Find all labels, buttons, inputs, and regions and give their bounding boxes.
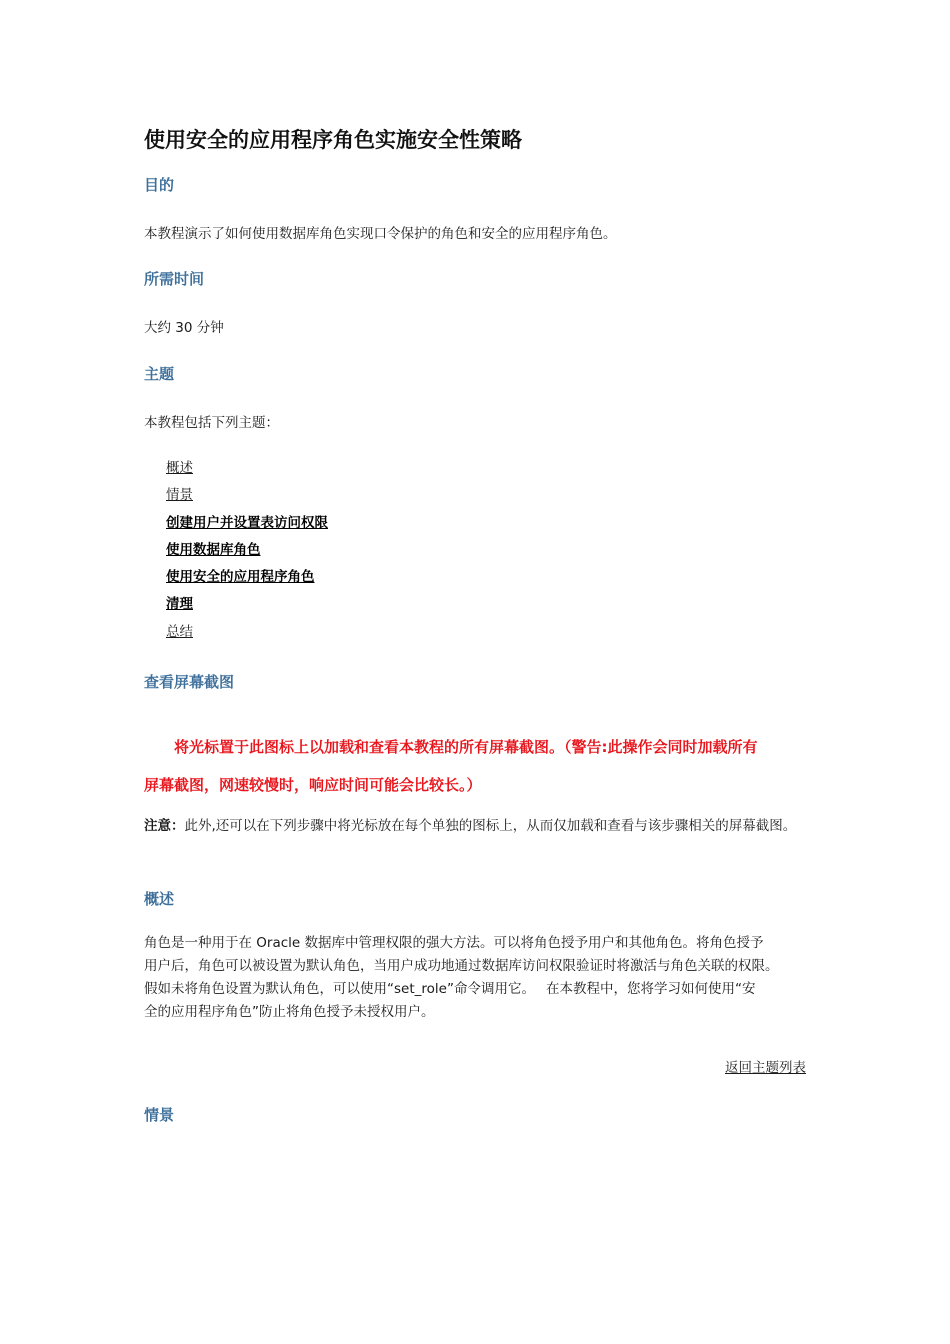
list-item <box>166 458 328 485</box>
note-paragraph <box>144 814 808 838</box>
topic-link-create-users[interactable]: 创建用户并设置表访问权限 <box>166 514 328 531</box>
topics-intro: 本教程包括下列主题： <box>144 415 279 431</box>
list-item <box>166 513 328 540</box>
list-item <box>166 540 328 567</box>
heading-purpose: 目的 <box>144 176 175 194</box>
overview-line-3: 假如未将角色设置为默认角色，可以使用“set_role”命令调用它。 在本教程中，您将学习如何使用“安 <box>144 981 756 997</box>
topic-link-scenario[interactable]: 情景 <box>166 487 193 504</box>
purpose-text: 本教程演示了如何使用数据库角色实现口令保护的角色和安全的应用程序角色。 <box>144 226 617 242</box>
topic-link-database-roles[interactable]: 使用数据库角色 <box>166 541 261 558</box>
overview-paragraph <box>144 932 808 1024</box>
list-item <box>166 594 328 621</box>
overview-line-2: 用户后，角色可以被设置为默认角色，当用户成功地通过数据库访问权限验证时将激活与角色关联的权限。 <box>144 958 779 974</box>
list-item <box>166 622 328 649</box>
heading-screenshots: 查看屏幕截图 <box>144 673 235 691</box>
warning-line-1: 将光标置于此图标上以加载和查看本教程的所有屏幕截图。（警告:此操作会同时加载所有 <box>174 738 758 756</box>
list-item <box>166 485 328 512</box>
list-item <box>166 567 328 594</box>
topic-link-summary[interactable]: 总结 <box>166 623 193 640</box>
topic-link-cleanup[interactable]: 清理 <box>166 596 193 613</box>
heading-topics: 主题 <box>144 365 175 383</box>
page-title: 使用安全的应用程序角色实施安全性策略 <box>144 128 522 152</box>
screenshot-warning[interactable] <box>144 728 808 804</box>
heading-time: 所需时间 <box>144 270 205 288</box>
topic-link-secure-app-roles[interactable]: 使用安全的应用程序角色 <box>166 569 315 586</box>
warning-line-2: 屏幕截图，网速较慢时，响应时间可能会比较长。） <box>144 776 482 794</box>
note-text: 此外,还可以在下列步骤中将光标放在每个单独的图标上，从而仅加载和查看与该步骤相关的屏幕截图。 <box>184 818 797 834</box>
time-text: 大约 30 分钟 <box>144 320 224 336</box>
heading-scenario: 情景 <box>144 1106 175 1124</box>
note-label: 注意： <box>144 818 185 834</box>
topic-link-overview[interactable]: 概述 <box>166 460 193 476</box>
heading-overview: 概述 <box>144 890 175 908</box>
overview-line-1: 角色是一种用于在 Oracle 数据库中管理权限的强大方法。可以将角色授予用户和其他角色。将角色授予 <box>144 935 764 951</box>
overview-line-4: 全的应用程序角色”防止将角色授予未授权用户。 <box>144 1004 435 1020</box>
back-to-topics-link[interactable]: 返回主题列表 <box>725 1060 806 1076</box>
topic-list <box>166 458 328 649</box>
